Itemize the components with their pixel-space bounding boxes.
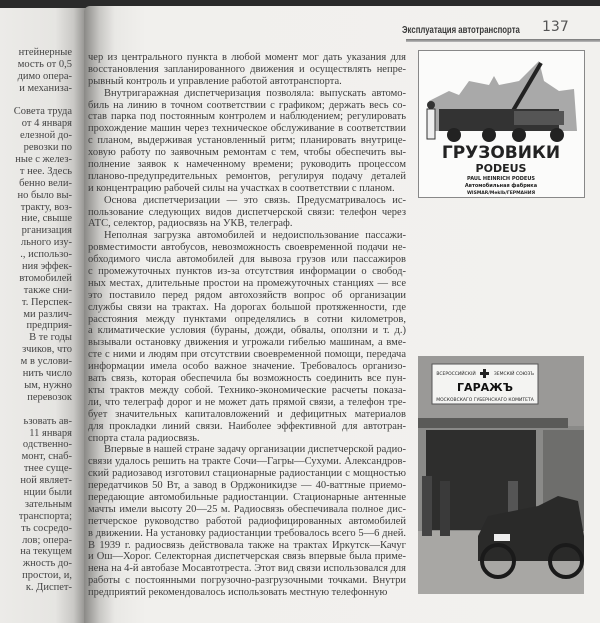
left-page-line: зчиков, что	[22, 344, 72, 356]
paragraph	[88, 195, 406, 231]
left-page-line: ной являет-	[20, 475, 72, 487]
paragraph	[88, 88, 406, 195]
left-page-line: на текущем	[20, 546, 72, 558]
left-page-line: ние, свыше	[21, 213, 72, 225]
left-page-line: монт, снаб-	[21, 451, 72, 463]
paragraph	[88, 52, 406, 88]
left-page-line: ть сосредо-	[21, 522, 72, 534]
text-line: рывный контроль и управление работой автотранспорта.	[88, 75, 342, 87]
left-page-line: перевозок	[27, 391, 72, 403]
text-line: с промежуточных пунктов из-за отсутствия информации о свобод-	[88, 266, 406, 278]
text-line: предприятий рекомендовалось использовать местную телефонную	[88, 587, 388, 599]
text-line: ных местах, длительные простои на промежуточных станциях — все	[88, 277, 406, 289]
text-line: став парка под постоянным контролем и наблюдением; регулировать	[88, 111, 406, 123]
left-page-line: лов; опера-	[22, 534, 72, 546]
text-line: расстояния между пунктами определялись в сотни километров,	[88, 313, 406, 325]
left-page-line: мость от 0,5	[17, 58, 72, 70]
left-page-line: нить число	[22, 368, 72, 380]
left-page-line: Совета труда	[13, 106, 72, 118]
text-line: мачты имели высоту 20—25 м. Радиосвязь обеспечивала полное дис-	[88, 503, 406, 515]
left-page-line: но было вы-	[17, 189, 72, 201]
text-line: восстановления запланированного движения и осуществлять непре-	[88, 63, 406, 75]
left-page-line: и механиза-	[19, 82, 72, 94]
poster-location: WISMAR/Meklb/ГЕРМАНИЯ	[466, 191, 536, 196]
left-page-line: от 4 января	[21, 118, 72, 130]
sign-main: ГАРАЖЪ	[457, 381, 513, 394]
text-line: и концентрацию рабочей силы на участках в соответствии с планом.	[88, 182, 395, 194]
text-line: Впервые в нашей стране задачу организации диспетчерской радио-	[104, 444, 406, 456]
text-line: службы связи на трактах. На дорогах большой протяженности, где	[88, 301, 406, 313]
text-line: петчерское руководство работой радиофицированных автомобилей	[88, 515, 406, 527]
left-page-line: 11 января	[29, 427, 72, 439]
left-page-line: ., использо-	[20, 249, 72, 261]
paragraph	[88, 444, 406, 599]
left-page-line: к. Диспет-	[25, 582, 72, 594]
truck-cargo	[514, 111, 564, 125]
left-page	[0, 8, 92, 623]
text-line: передатчиков 50 Вт, а завод в Орджоникидзе — 40-ваттные приемо-	[88, 480, 406, 492]
left-page-line: транспорта;	[18, 510, 72, 522]
left-page-line: ревозки по	[23, 142, 72, 154]
license-plate	[494, 534, 510, 541]
left-page-text	[0, 47, 72, 594]
text-line: информации имела особо важное значение. Требовалось организо-	[88, 361, 406, 373]
left-page-line	[0, 404, 72, 416]
text-line: вать связь, которая обеспечила бы возможность соединить все пун-	[88, 373, 406, 385]
text-line: Внутригаражная диспетчеризация позволяла: выпускать автомо-	[104, 87, 406, 99]
left-page-line: зательным	[24, 498, 72, 510]
left-page-line: нтейнерные	[18, 47, 72, 58]
left-page-line: ные с желез-	[15, 154, 72, 166]
text-line: ровместимости автобусов, невозможность своевременной подачи не-	[88, 242, 406, 254]
left-page-line: нции были	[23, 486, 72, 498]
left-page-line: предприя-	[26, 320, 72, 332]
text-line: и Ош—Хорог. Селекторная диспетчерская связь впервые была приме-	[88, 551, 406, 563]
left-page-line: льного изу-	[20, 237, 72, 249]
truck-wheel	[512, 128, 526, 142]
left-page-line: ьзовать ав-	[23, 415, 72, 427]
text-line: спорта стала радиосвязь.	[88, 432, 200, 444]
worker-figure	[427, 109, 435, 139]
left-page-line: также сни-	[23, 284, 72, 296]
garage-photo-image	[418, 356, 584, 594]
truck-wheel	[447, 128, 461, 142]
text-line: работы с постоянными погрузочно-разгрузочными точками. Внутри	[88, 575, 406, 587]
left-page-line: ми различ-	[23, 308, 72, 320]
text-line: пользование следующих видов диспетчерской связи: телефон через	[88, 206, 406, 218]
truck-wheel	[482, 128, 496, 142]
left-page-line: т. Перспек-	[21, 296, 72, 308]
door-lintel	[418, 418, 568, 428]
poster-illustration	[419, 51, 584, 197]
text-line: сте с ними и людям при отсутствии своевременной помощи, передача	[88, 349, 406, 361]
left-page-line: т нее. Здесь	[19, 165, 72, 177]
left-page-line: простои, и,	[22, 570, 72, 582]
left-page-line: втомобилей	[19, 272, 72, 284]
text-line: в движении. На установку радиостанции требовалось всего 5—6 дней.	[88, 527, 406, 539]
sign-bottom: МОСКОВСКАГО ГУБЕРНСКАГО КОМИТЕТА	[436, 398, 534, 403]
text-line: Неполная загрузка автомобилей и недоиспользование пассажи-	[104, 230, 406, 242]
poster-maker: PAUL HEINRICH PODEUS	[466, 176, 536, 182]
main-text-column	[88, 52, 406, 599]
truck-wheel	[550, 128, 564, 142]
left-page-line	[0, 95, 72, 107]
text-line: ли, что телеграф дорог и не может дать прямой связи, а телефон тре-	[88, 396, 406, 408]
sign-top-left: ВСЕРОССИЙСКІЙ	[436, 372, 476, 377]
page-number: 137	[542, 19, 569, 35]
text-line: АТС, селектор, радиосвязь на УКВ, телеграф.	[88, 218, 293, 230]
worker-head	[427, 101, 435, 109]
text-line: В 1939 г. радиосвязь действовала также на трактах Иркутск—Качуг	[88, 539, 406, 551]
text-line: обходимого числа автомобилей для вывоза грузов или пассажиров	[88, 254, 406, 266]
text-line: нена на 4-й автобазе Мосавтотреста. Этот вид связи использовался для	[88, 563, 406, 575]
left-page-line: елезной до-	[19, 130, 72, 142]
left-page-line: тнее суще-	[23, 463, 72, 475]
text-line: кты трактов между собой. Технико-экономические расчеты показа-	[88, 384, 406, 396]
left-page-line: м в услови-	[20, 356, 72, 368]
text-line: Основа диспетчеризации — это связь. Предусматривалось ис-	[104, 194, 406, 206]
left-page-line: димо опера-	[17, 70, 72, 82]
text-line: планово-предупредительных ремонтов, регулируя подачу деталей	[88, 170, 406, 182]
paragraph	[88, 230, 406, 444]
text-line: а климатические условия (бураны, дожди, обвалы, оползни и т. д.)	[88, 325, 406, 337]
red-cross-icon	[480, 372, 489, 375]
poster-brand: PODEUS	[475, 162, 527, 175]
left-page-line: тракту, воз-	[20, 201, 72, 213]
podeus-trucks-poster	[418, 50, 585, 198]
poster-title: ГРУЗОВИКИ	[441, 143, 561, 163]
person	[422, 476, 432, 536]
text-line: это поставило перед рядом автохозяйств вопрос об организации	[88, 289, 406, 301]
left-page-line: ния эффек-	[22, 261, 72, 273]
text-line: ский радиозавод изготовил стационарные радиостанции с мощностью	[88, 468, 406, 480]
text-line: прохождение машин через техническое обслуживание в соответствии	[88, 123, 406, 135]
left-page-line: рганизация	[21, 225, 72, 237]
left-page-line: ым, нужно	[24, 379, 72, 391]
garage-photo	[418, 356, 584, 594]
running-header-title: Эксплуатация автотранспорта	[402, 25, 520, 36]
header-rule	[406, 39, 600, 42]
text-line: с планом, выдерживая установленный ритм; планировать внутрице-	[88, 135, 406, 147]
text-line: связи удалось решить на тракте Сочи—Гагры—Сухуми. Александров-	[88, 456, 406, 468]
poster-subtitle: Автомобильная фабрика	[464, 183, 538, 189]
right-page	[84, 6, 600, 623]
sign-top-right: ЗЕМСКІЙ СОЮЗЪ	[493, 372, 535, 377]
left-page-line: жность до-	[22, 558, 72, 570]
text-line: биль на линию в точном соответствии с графиком; держать весь со-	[88, 99, 406, 111]
left-page-line: одственно-	[22, 439, 72, 451]
person	[440, 481, 450, 536]
text-line: для прокладки линий связи. Наиболее эффективной для автотран-	[88, 420, 406, 432]
left-page-line: бенно вели-	[19, 177, 72, 189]
text-line: вызывали остановку движения и угрожали гибелью машинам, а вме-	[88, 337, 406, 349]
text-line: передающие автомобильные радиостанции. Стационарные антенные	[88, 491, 406, 503]
left-page-line: В те годы	[29, 332, 72, 344]
text-line: чер из центрального пункта в любой момент мог дать указания для	[88, 52, 406, 63]
text-line: полнение заявок к намеченному времени; руководить процессом	[88, 159, 406, 171]
text-line: бует значительных капиталовложений и дефицитных материалов	[88, 408, 406, 420]
text-line: ховую работу по заявочным ремонтам с тем, чтобы обеспечить вы-	[88, 147, 406, 159]
